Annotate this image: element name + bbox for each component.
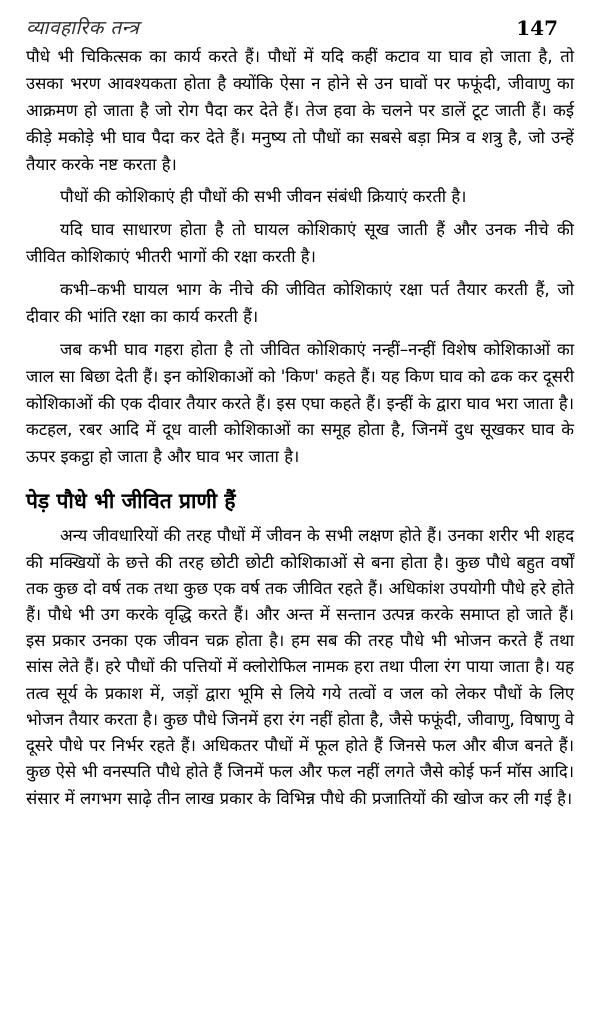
paragraph: यदि घाव साधारण होता है तो घायल कोशिकाएं सूख जाती हैं और उनक नीचे की जीवित कोशिकाएं भीतरी भागों की रक्षा करती है। — [26, 220, 574, 267]
paragraph: पौधों की कोशिकाएं ही पौधों की सभी जीवन संबंधी क्रियाएं करती है। — [60, 187, 467, 207]
paragraph: अन्य जीवधारियों की तरह पौधों में जीवन के सभी लक्षण होते हैं। उनका शरीर भी शहद की मक्खियों के छत्ते की तरह छोटी छोटी कोशिकाओं से बना होता है। कुछ पौधे बहुत वर्षों तक कुछ दो वर्ष तक तथा कुछ एक वर्ष तक जीवित रहते हैं। अधिकांश उपयोगी पौधे हरे होते हैं। पौधे भी उग करके वृद्धि करते हैं। और अन्त में सन्तान उत्पन्न करके समाप्त हो जाते हैं। इस प्रकार उनका एक जीवन चक्र होता है। हम सब की तरह पौधे भी भोजन करते हैं तथा सांस लेते हैं। हरे पौधों की पत्तियों में क्लोरोफिल नामक हरा तथा पीला रंग पाया जाता है। यह तत्व सूर्य के प्रकाश में, जड़ों द्वारा भूमि से लिये गये तत्वों व जल को लेकर पौधों के लिए भोजन तैयार करता है। कुछ पौधे जिनमें हरा रंग नहीं होता है, जैसे फफूंदी, जीवाणु, विषाणु वे दूसरे पौधे पर निर्भर रहते हैं। अधिकतर पौधों में फूल होते हैं जिनसे फल और बीज बनते हैं। कुछ ऐसे भी वनस्पति पौधे होते हैं जिनमें फल और फल नहीं लगते जैसे कोई फर्न मॉस आदि। संसार में लगभग साढ़े तीन लाख प्रकार के विभिन्न पौधे की प्रजातियों की खोज कर ली गई है। — [26, 526, 574, 808]
paragraph: कभी–कभी घायल भाग के नीचे की जीवित कोशिकाएं रक्षा पर्त तैयार करती हैं, जो दीवार की भांति रक्षा का कार्य करती हैं। — [26, 280, 574, 326]
paragraph: जब कभी घाव गहरा होता है तो जीवित कोशिकाएं नन्हीं–नन्हीं विशेष कोशिकाओं का जाल सा बिछा देती हैं। इन कोशिकाओं को 'किण' कहते हैं। यह किण घाव को ढक कर दूसरी कोशिकाओं की एक दीवार तैयार करते हैं। इस एघा कहते हैं। इन्हीं के द्वारा घाव भरा जाता है। कटहल, रबर आदि में दूध वाली कोशिकाओं का समूह होता है, जिनमें दुध सूखकर घाव के ऊपर इकट्ठा हो जाता है और घाव भर जाता है। — [26, 339, 574, 467]
section-heading: पेड़ पौधे भी जीवित प्राणी हैं — [26, 489, 236, 514]
page-number: 147 — [516, 16, 558, 40]
running-title: व्यावहारिक तन्त्र — [26, 17, 140, 39]
paragraph: पौधे भी चिकित्सक का कार्य करते हैं। पौधों में यदि कहीं कटाव या घाव हो जाता है, तो उसका भरण आवश्यकता होता है क्योंकि ऐसा न होने से उन घावों पर फफूंदी, जीवाणु का आक्रमण हो जाता है जो रोग पैदा कर देते हैं। तेज हवा के चलने पर डालें टूट जाती हैं। कई कीड़े मकोड़े भी घाव पैदा कर देते हैं। मनुष्य तो पौधों का सबसे बड़ा मित्र व शत्रु है, जो उन्हें तैयार करके नष्ट करता है। — [26, 47, 574, 174]
page-header — [26, 10, 574, 40]
page-body — [26, 44, 574, 812]
